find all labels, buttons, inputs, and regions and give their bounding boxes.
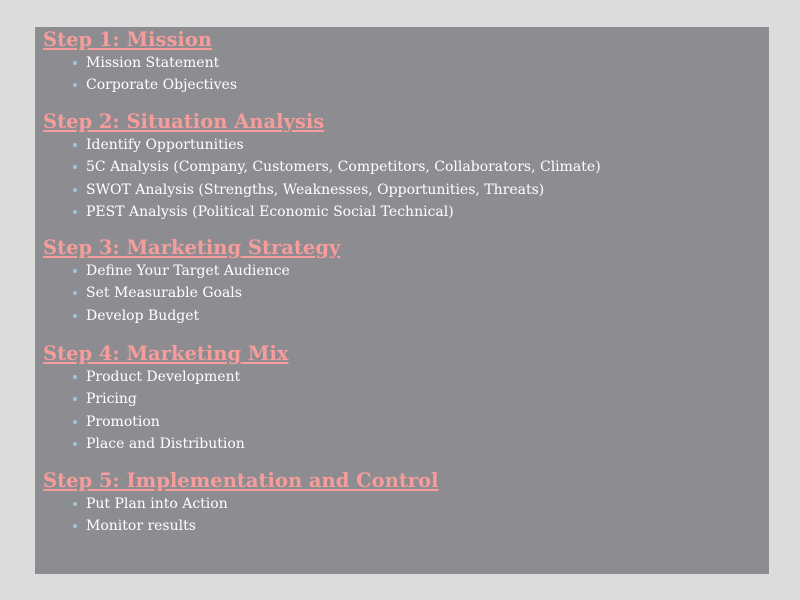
bullet-dot-icon: [73, 314, 77, 318]
list-item-text: Develop Budget: [86, 307, 200, 324]
step-4-section: [43, 342, 289, 456]
step-1-section: [43, 28, 237, 97]
step-3-bullet-list: [43, 260, 340, 327]
list-item-text: Set Measurable Goals: [86, 285, 242, 302]
list-item-text: Corporate Objectives: [86, 77, 238, 94]
bullet-dot-icon: [73, 188, 77, 192]
list-item: [73, 388, 289, 410]
bullet-dot-icon: [73, 502, 77, 506]
step-5-section: [43, 469, 439, 538]
bullet-dot-icon: [73, 143, 77, 147]
list-item-text: Identify Opportunities: [86, 137, 244, 153]
bullet-dot-icon: [73, 61, 77, 65]
list-item-text: Put Plan into Action: [86, 496, 228, 512]
list-item: [73, 515, 439, 537]
list-item: [73, 179, 601, 201]
step-2-section: [43, 110, 601, 224]
list-item: [73, 411, 289, 433]
step-3-section: [43, 236, 340, 327]
list-item-text: Define Your Target Audience: [86, 263, 290, 279]
list-item: [73, 366, 289, 388]
bullet-dot-icon: [73, 397, 77, 401]
list-item: [73, 74, 237, 96]
step-1-bullet-list: [43, 52, 237, 97]
list-item: [73, 305, 340, 327]
bullet-dot-icon: [73, 524, 77, 528]
bullet-dot-icon: [73, 269, 77, 273]
step-5-bullet-list: [43, 493, 439, 538]
bullet-dot-icon: [73, 210, 77, 214]
bullet-dot-icon: [73, 165, 77, 169]
step-4-bullet-list: [43, 366, 289, 456]
step-2-bullet-list: [43, 134, 601, 224]
slide: [35, 27, 769, 574]
list-item: [73, 52, 237, 74]
list-item-text: 5C Analysis (Company, Customers, Competitors, Collaborators, Climate): [86, 159, 601, 176]
list-item-text: SWOT Analysis (Strengths, Weaknesses, Opportunities, Threats): [86, 181, 545, 198]
list-item: [73, 201, 601, 223]
step-4-title: Step 4: Marketing Mix: [43, 342, 289, 365]
list-item: [73, 260, 340, 282]
bullet-dot-icon: [73, 83, 77, 87]
list-item: [73, 493, 439, 515]
step-2-title: Step 2: Situation Analysis: [43, 110, 325, 133]
list-item-text: Promotion: [86, 413, 160, 430]
step-3-title: Step 3: Marketing Strategy: [43, 236, 341, 259]
list-item-text: PEST Analysis (Political Economic Social Technical): [86, 204, 454, 221]
list-item-text: Monitor results: [86, 518, 196, 535]
bullet-dot-icon: [73, 442, 77, 446]
bullet-dot-icon: [73, 420, 77, 424]
list-item-text: Mission Statement: [86, 55, 220, 71]
list-item: [73, 282, 340, 304]
list-item: [73, 433, 289, 455]
step-1-title: Step 1: Mission: [43, 28, 213, 51]
list-item: [73, 134, 601, 156]
list-item-text: Pricing: [86, 391, 137, 408]
list-item-text: Product Development: [86, 369, 241, 385]
step-5-title: Step 5: Implementation and Control: [43, 469, 439, 492]
list-item: [73, 156, 601, 178]
list-item-text: Place and Distribution: [86, 436, 245, 453]
bullet-dot-icon: [73, 375, 77, 379]
bullet-dot-icon: [73, 291, 77, 295]
